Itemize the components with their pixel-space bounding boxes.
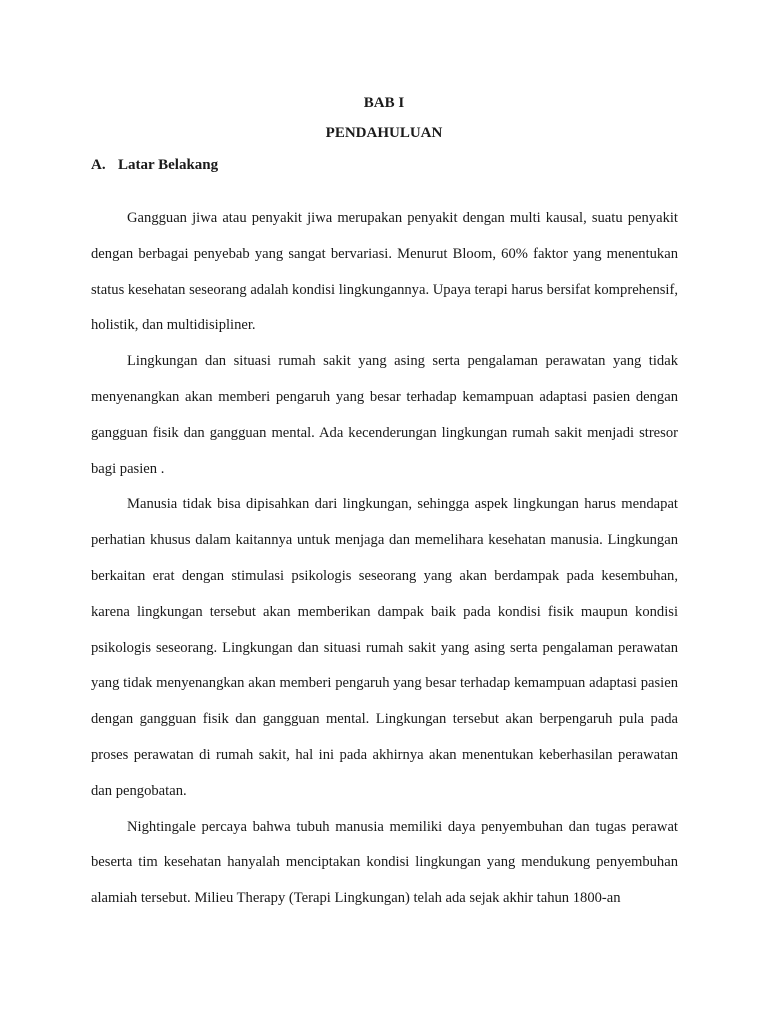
paragraph: Nightingale percaya bahwa tubuh manusia memiliki daya penyembuhan dan tugas perawat beserta tim kesehatan hanyalah menciptakan kondisi lingkungan yang mendukung penyembuhan alamiah tersebut. Milieu Therapy (Terapi Lingkungan) telah ada sejak akhir tahun 1800-an xyxy=(91,818,678,907)
chapter-number: BAB I xyxy=(363,95,405,111)
paragraph: Lingkungan dan situasi rumah sakit yang asing serta pengalaman perawatan yang tidak menyenangkan akan memberi pengaruh yang besar terhadap kemampuan adaptasi pasien dengan gangguan fisik dan gangguan mental. Ada kecenderungan lingkungan rumah sakit menjadi stresor bagi pasien . xyxy=(91,353,678,477)
chapter-title: PENDAHULUAN xyxy=(325,125,443,141)
paragraph: Gangguan jiwa atau penyakit jiwa merupakan penyakit dengan multi kausal, suatu penyakit dengan berbagai penyebab yang sangat bervariasi. Menurut Bloom, 60% faktor yang menentukan status kesehatan seseorang adalah kondisi lingkungannya. Upaya terapi harus bersifat komprehensif, holistik, dan multidisipliner. xyxy=(91,210,678,334)
paragraph: Manusia tidak bisa dipisahkan dari lingkungan, sehingga aspek lingkungan harus mendapat perhatian khusus dalam kaitannya untuk menjaga dan memelihara kesehatan manusia. Lingkungan berkaitan erat dengan stimulasi psikologis seseorang yang akan berdampak pada kesembuhan, karena lingkungan tersebut akan memberikan dampak baik pada kondisi fisik maupun kondisi psikologis seseorang. Lingkungan dan situasi rumah sakit yang asing serta pengalaman perawatan yang tidak menyenangkan akan memberi pengaruh yang besar terhadap kemampuan adaptasi pasien dengan gangguan fisik dan gangguan mental. Lingkungan tersebut akan berpengaruh pula pada proses perawatan di rumah sakit, hal ini pada akhirnya akan menentukan keberhasilan perawatan dan pengobatan. xyxy=(91,496,678,799)
body-text xyxy=(91,201,678,917)
section-title: Latar Belakang xyxy=(118,157,219,173)
section-heading xyxy=(91,155,218,175)
section-letter: A. xyxy=(91,157,106,173)
